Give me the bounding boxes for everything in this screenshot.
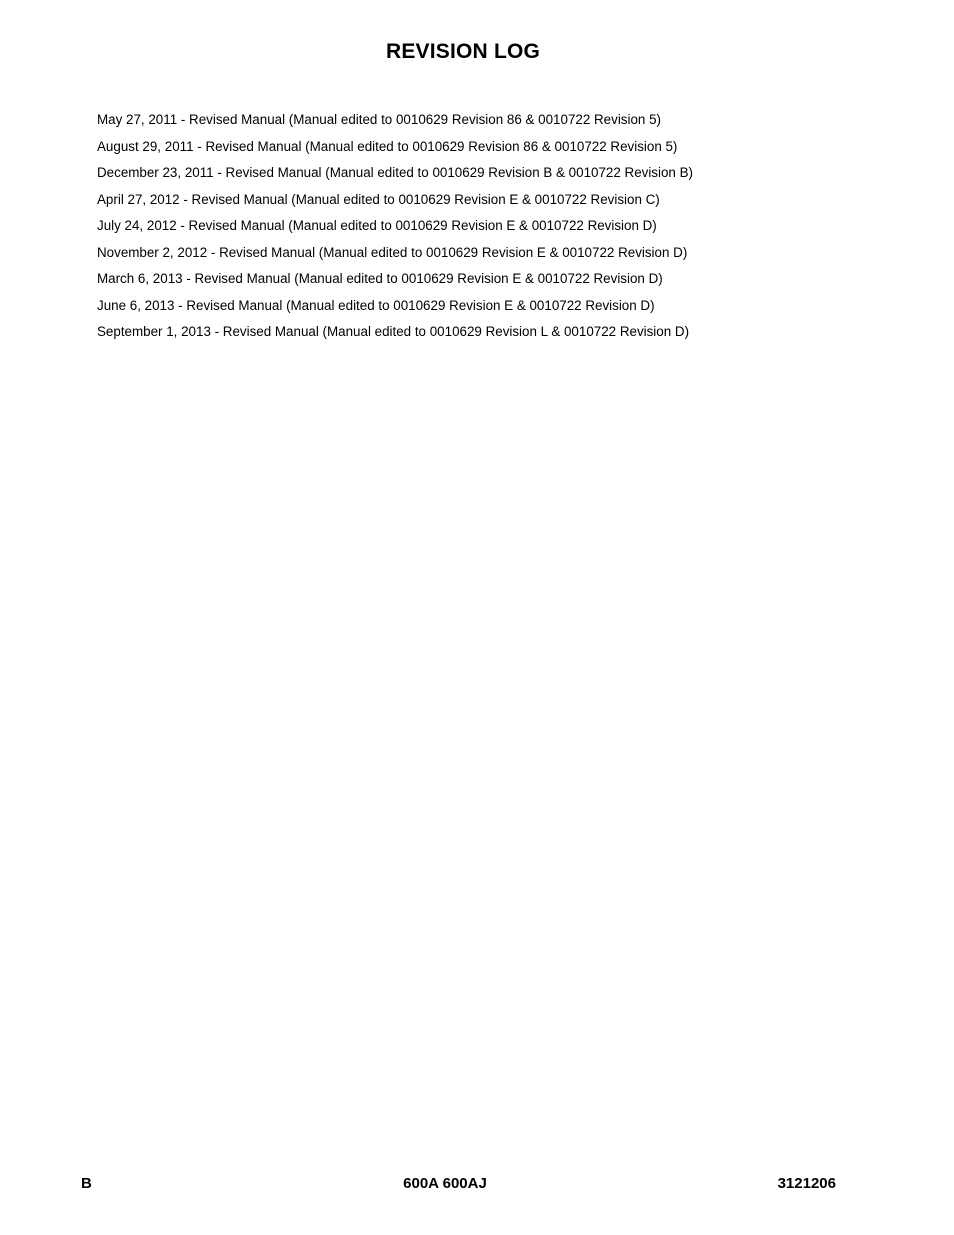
- footer-page-label: B: [81, 1175, 92, 1192]
- revision-entry: December 23, 2011 - Revised Manual (Manual edited to 0010629 Revision B & 0010722 Revision B): [97, 165, 693, 180]
- revision-entry: August 29, 2011 - Revised Manual (Manual edited to 0010629 Revision 86 & 0010722 Revision 5): [97, 138, 678, 154]
- revision-entry: July 24, 2012 - Revised Manual (Manual edited to 0010629 Revision E & 0010722 Revision D): [97, 218, 657, 233]
- footer-model: 600A 600AJ: [403, 1175, 487, 1192]
- revision-entry: April 27, 2012 - Revised Manual (Manual edited to 0010629 Revision E & 0010722 Revision C): [97, 191, 660, 207]
- revision-list: [97, 107, 693, 346]
- page-title: REVISION LOG: [385, 40, 541, 63]
- revision-entry: November 2, 2012 - Revised Manual (Manual edited to 0010629 Revision E & 0010722 Revision D): [97, 244, 688, 260]
- revision-entry: September 1, 2013 - Revised Manual (Manual edited to 0010629 Revision L & 0010722 Revision D): [97, 324, 690, 339]
- page-footer: [0, 1175, 954, 1197]
- revision-entry: March 6, 2013 - Revised Manual (Manual edited to 0010629 Revision E & 0010722 Revision D): [97, 271, 663, 286]
- revision-entry: May 27, 2011 - Revised Manual (Manual edited to 0010629 Revision 86 & 0010722 Revision 5): [97, 112, 661, 127]
- revision-entry: June 6, 2013 - Revised Manual (Manual edited to 0010629 Revision E & 0010722 Revision D): [97, 297, 655, 313]
- footer-doc-number: 3121206: [777, 1175, 836, 1192]
